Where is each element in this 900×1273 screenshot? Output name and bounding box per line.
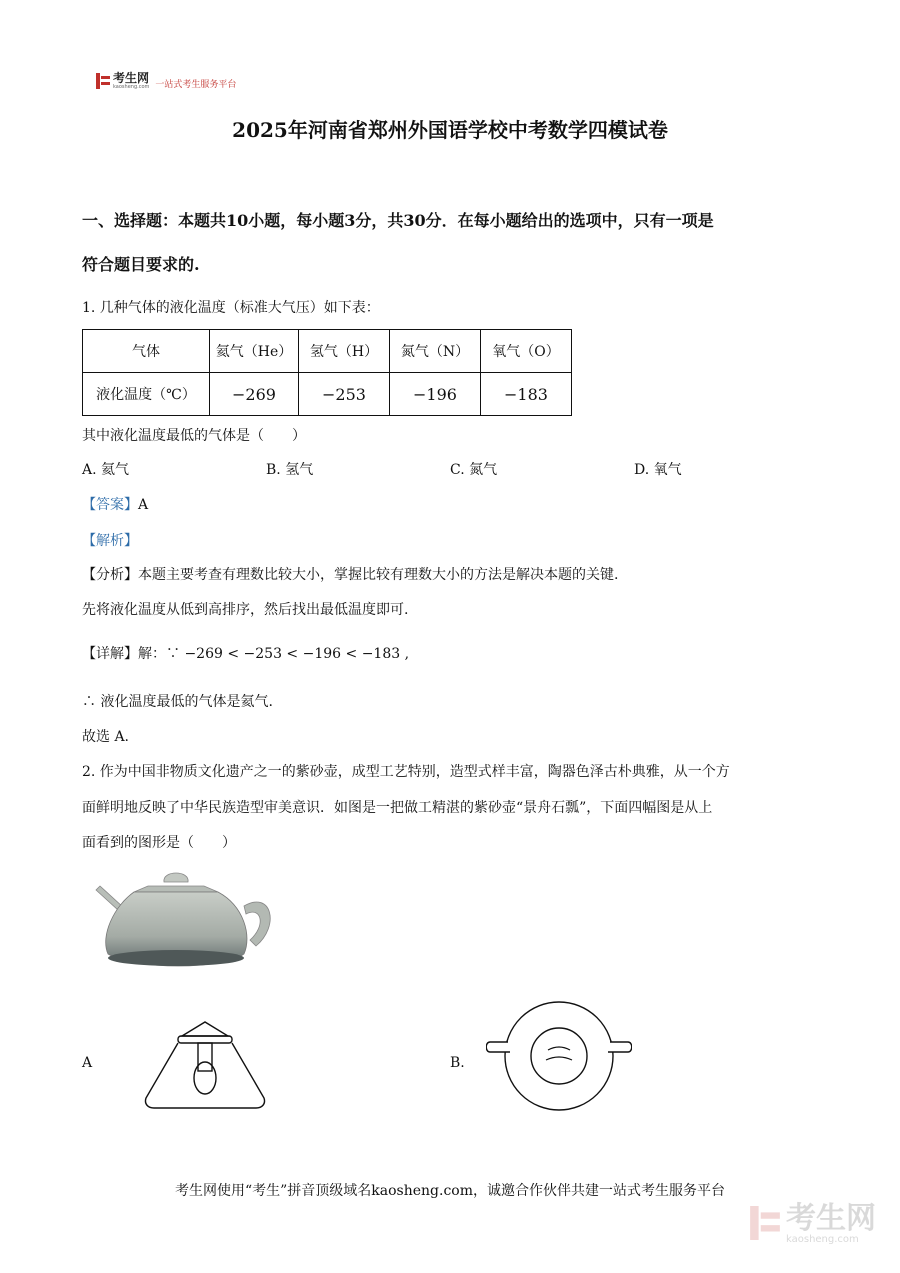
teapot-image [94,866,274,978]
analysis-text-2: 先将液化温度从低到高排序，然后找出最低温度即可. [82,602,409,618]
detail-text: 【详解】解：∵ −269 < −253 < −196 < −183 , [82,646,410,662]
analysis-label: 【解析】 [82,533,138,549]
table-cell: 气体 [83,330,210,373]
header-logo [96,72,236,90]
q1-stem: 1. 几种气体的液化温度（标准大气压）如下表： [82,300,380,316]
option-b[interactable]: B. 氢气 [266,462,314,478]
q2-line3: 面看到的图形是（ ） [82,835,236,851]
watermark-logo-icon [750,1206,780,1244]
answer-label: 【答案】 [82,497,138,513]
option-d[interactable]: D. 氧气 [634,462,682,478]
table-row [83,330,572,373]
table-cell: −269 [210,373,299,416]
liquefaction-table [82,329,572,416]
q2-line2: 面鲜明地反映了中华民族造型审美意识．如图是一把做工精湛的紫砂壶“景舟石瓢”，下面四幅图是从上 [82,800,713,816]
option-b-figure [486,1000,632,1116]
q2-option-a-label[interactable]: A [82,1055,93,1071]
option-a-figure [142,1018,268,1118]
logo-icon [96,73,110,89]
logo-slogan: 一站式考生服务平台 [155,79,237,90]
page-title: 2025年河南省郑州外国语学校中考数学四模试卷 [232,118,668,142]
q1-question: 其中液化温度最低的气体是（ ） [82,428,306,444]
footer-note: 考生网使用“考生”拼音顶级域名kaosheng.com，诚邀合作伙伴共建一站式考生服务平台 [174,1183,726,1199]
watermark: 考生网 kaosheng.com [750,1204,876,1245]
analysis-text: 【分析】本题主要考查有理数比较大小，掌握比较有理数大小的方法是解决本题的关键. [82,567,619,583]
table-cell: −183 [481,373,572,416]
table-cell: 氢气（H） [299,330,390,373]
conclusion-text: ∴ 液化温度最低的气体是氦气. [82,694,273,710]
table-cell: 液化温度（℃） [83,373,210,416]
q2-option-b-label[interactable]: B. [450,1055,465,1071]
table-cell: 氦气（He） [210,330,299,373]
answer-line [82,494,148,514]
section-heading-line1: 一、选择题：本题共10小题，每小题3分，共30分．在每小题给出的选项中，只有一项是 [82,211,714,230]
logo-brand: 考生网 kaosheng.com [113,71,150,90]
answer-value: A [138,497,149,513]
option-a[interactable]: A. 氦气 [82,462,130,478]
table-cell: 氧气（O） [481,330,572,373]
choose-text: 故选 A. [82,729,130,745]
option-c[interactable]: C. 氮气 [450,462,498,478]
table-cell: 氮气（N） [390,330,481,373]
table-row [83,373,572,416]
section-heading-line2: 符合题目要求的. [82,255,200,274]
table-cell: −196 [390,373,481,416]
table-cell: −253 [299,373,390,416]
q2-line1: 2. 作为中国非物质文化遗产之一的紫砂壶，成型工艺特别，造型式样丰富，陶器色泽古朴典雅，从一个方 [82,764,730,780]
